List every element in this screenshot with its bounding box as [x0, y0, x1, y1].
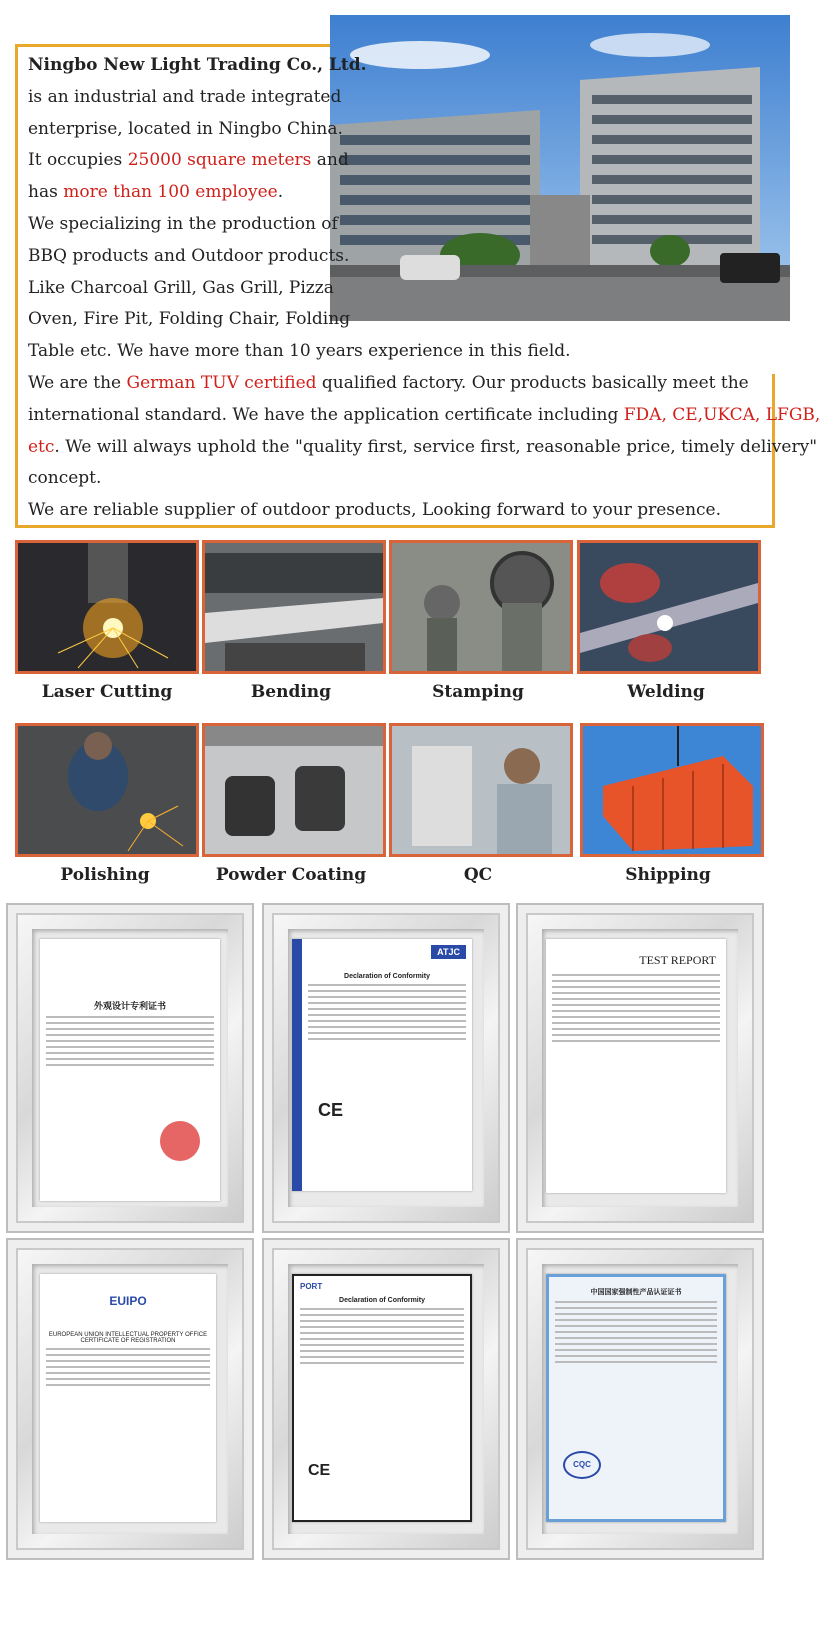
intro-line: We specializing in the production of [28, 213, 338, 234]
certificate-frame [516, 1238, 764, 1560]
certificate-frame [6, 903, 254, 1233]
euipo-logo: EUIPO [109, 1294, 147, 1308]
certificate-frame [262, 1238, 510, 1560]
laser-cutting-photo [15, 540, 199, 674]
port-logo: PORT [300, 1282, 323, 1291]
test-report-certificate [546, 939, 726, 1193]
intro-line: international standard. We have the application certificate including [28, 404, 624, 425]
intro-line: . We will always uphold the "quality first, service first, reasonable price, timely delivery" [54, 436, 818, 457]
certs-highlight: FDA, CE,UKCA, LFGB, [623, 404, 820, 425]
cert-title: 外观设计专利证书 [93, 1001, 166, 1011]
intro-line: It occupies [28, 150, 128, 171]
process-label: Laser Cutting [41, 682, 173, 702]
port-declaration-certificate [292, 1274, 472, 1522]
intro-line: Like Charcoal Grill, Gas Grill, Pizza [28, 277, 334, 298]
intro-line: Table etc. We have more than 10 years experience in this field. [28, 341, 571, 362]
intro-line: We are reliable supplier of outdoor products, Looking forward to your presence. [28, 500, 722, 521]
welding-photo [577, 540, 761, 674]
process-label: QC [463, 865, 493, 885]
qc-photo [389, 723, 573, 857]
ce-mark-icon: CE [308, 1462, 331, 1479]
shipping-photo [580, 723, 764, 857]
company-name: Ningbo New Light Trading Co., Ltd. [28, 55, 367, 75]
ccc-certificate [546, 1274, 726, 1522]
intro-line: We are the [28, 372, 127, 393]
cqc-seal: CQC [563, 1451, 601, 1479]
employee-highlight: more than 100 employee [63, 182, 278, 203]
process-label: Polishing [60, 865, 150, 885]
official-seal [160, 1121, 200, 1161]
powder-coating-photo [202, 723, 386, 857]
cert-title: Declaration of Conformity [344, 973, 430, 980]
cert-subtitle: CERTIFICATE OF REGISTRATION [80, 1338, 176, 1344]
intro-line: has [28, 182, 64, 203]
bending-photo [202, 540, 386, 674]
euipo-certificate [40, 1274, 216, 1522]
polishing-photo [15, 723, 199, 857]
intro-line: . [277, 182, 284, 203]
process-label: Shipping [625, 865, 711, 885]
intro-line: Oven, Fire Pit, Folding Chair, Folding [28, 309, 351, 330]
intro-line: qualified factory. Our products basically meet the [316, 372, 749, 393]
certificate-frame [6, 1238, 254, 1560]
area-highlight: 25000 square meters [127, 150, 312, 171]
process-label: Welding [627, 682, 705, 702]
design-patent-certificate [40, 939, 220, 1201]
certs-highlight-etc: etc [28, 436, 55, 457]
process-label: Bending [250, 682, 332, 702]
tuv-highlight: German TUV certified [126, 372, 317, 393]
ce-mark-icon: CE [318, 1100, 344, 1120]
intro-line: enterprise, located in Ningbo China. [28, 118, 343, 139]
intro-line: concept. [28, 468, 102, 489]
cert-title: EUROPEAN UNION INTELLECTUAL PROPERTY OFFICE [48, 1332, 208, 1338]
intro-line: BBQ products and Outdoor products. [28, 245, 350, 266]
certificate-frame [516, 903, 764, 1233]
process-label: Stamping [432, 682, 524, 702]
process-label: Powder Coating [215, 865, 367, 885]
cert-title: 中国国家强制性产品认证证书 [590, 1289, 682, 1296]
cert-title: Declaration of Conformity [339, 1297, 425, 1304]
cert-title: TEST REPORT [639, 953, 716, 967]
intro-line: is an industrial and trade integrated [28, 86, 342, 107]
atjc-logo: ATJC [431, 945, 466, 959]
intro-text [28, 50, 820, 527]
stamping-photo [389, 540, 573, 674]
ce-declaration-certificate [292, 939, 472, 1191]
certificate-frame [262, 903, 510, 1233]
intro-line: and [311, 150, 349, 171]
